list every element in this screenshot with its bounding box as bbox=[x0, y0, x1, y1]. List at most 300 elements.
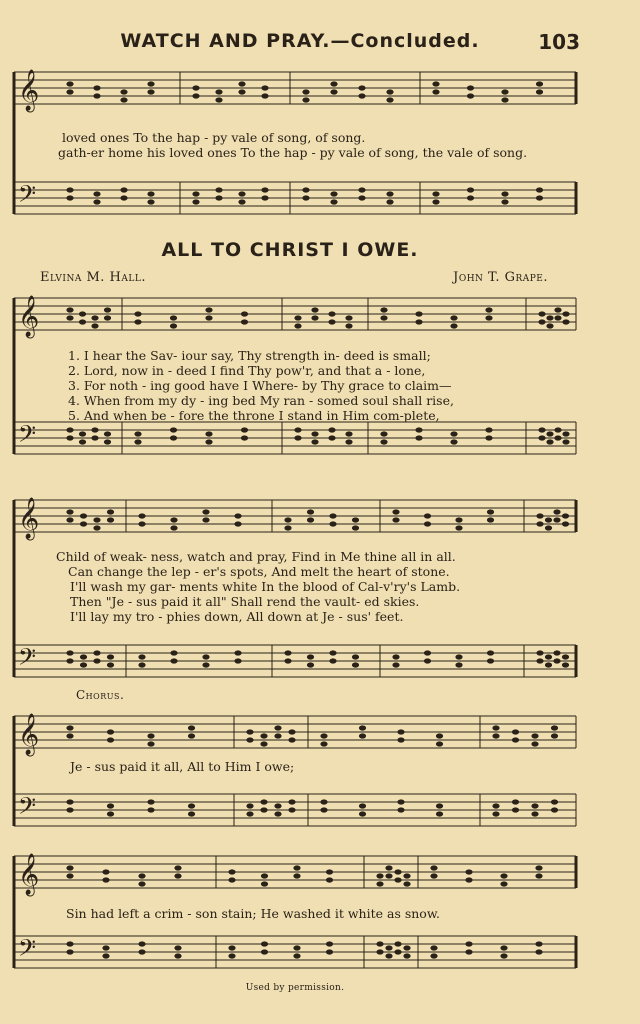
system-4-note bbox=[531, 811, 538, 816]
system-2-note bbox=[546, 315, 553, 320]
system-2-note bbox=[415, 319, 422, 324]
system-3-note bbox=[138, 654, 145, 659]
system-3-note bbox=[307, 517, 314, 522]
system-5-note bbox=[293, 953, 300, 958]
system-1-note bbox=[501, 199, 508, 204]
system-4-note bbox=[531, 741, 538, 746]
system-5-note bbox=[228, 953, 235, 958]
system-3-note bbox=[562, 654, 569, 659]
system-1-note bbox=[66, 195, 73, 200]
system-5-note bbox=[102, 945, 109, 950]
system-4-note bbox=[512, 737, 519, 742]
system-2-note bbox=[328, 311, 335, 316]
system-5-note bbox=[138, 941, 145, 946]
system-1-note bbox=[147, 199, 154, 204]
system-2-note bbox=[345, 439, 352, 444]
system-1-note bbox=[432, 89, 439, 94]
system-4-note bbox=[512, 807, 519, 812]
chorus-lyric-line-2: Sin had left a crim - son stain; He washed it white as snow. bbox=[66, 906, 441, 921]
system-1-note bbox=[501, 191, 508, 196]
system-4-note bbox=[107, 737, 114, 742]
system-5-note bbox=[293, 873, 300, 878]
system-1-note bbox=[536, 81, 543, 86]
system-2-note bbox=[538, 435, 545, 440]
system-5-note bbox=[138, 881, 145, 886]
system-4-note bbox=[397, 799, 404, 804]
system-3-note bbox=[536, 521, 543, 526]
system-5-bass-clef: 𝄢 bbox=[18, 934, 37, 967]
system-3-note bbox=[553, 509, 560, 514]
system-4-note bbox=[288, 807, 295, 812]
system-4-note bbox=[188, 725, 195, 730]
system-2-note bbox=[104, 307, 111, 312]
system-5-note bbox=[376, 941, 383, 946]
system-1-note bbox=[238, 89, 245, 94]
system-1-note bbox=[386, 97, 393, 102]
system-3-note bbox=[553, 517, 560, 522]
system-1-note bbox=[467, 93, 474, 98]
system-2-note bbox=[79, 319, 86, 324]
system-4-note bbox=[66, 733, 73, 738]
system-4-note bbox=[147, 741, 154, 746]
system-4-note bbox=[320, 799, 327, 804]
system-4-note bbox=[492, 803, 499, 808]
system-2-note bbox=[134, 439, 141, 444]
system-2-note bbox=[345, 431, 352, 436]
system-3-note bbox=[424, 521, 431, 526]
system-5-note bbox=[66, 949, 73, 954]
system-3-note bbox=[329, 658, 336, 663]
system-3-note bbox=[392, 662, 399, 667]
system-5-note bbox=[174, 865, 181, 870]
system-1-note bbox=[120, 187, 127, 192]
system-2-note bbox=[104, 315, 111, 320]
system-1-note bbox=[192, 191, 199, 196]
system-3-note bbox=[107, 654, 114, 659]
system-2-note bbox=[91, 323, 98, 328]
system-3-note bbox=[307, 509, 314, 514]
system-5-note bbox=[430, 945, 437, 950]
system-3-note bbox=[107, 662, 114, 667]
system-5-note bbox=[261, 949, 268, 954]
system-2-note bbox=[538, 319, 545, 324]
system-3-note bbox=[329, 513, 336, 518]
system-3-note bbox=[66, 658, 73, 663]
system-4-note bbox=[531, 803, 538, 808]
system-1-note bbox=[358, 195, 365, 200]
system-1-note bbox=[358, 85, 365, 90]
system-3-note bbox=[553, 650, 560, 655]
system-2-note bbox=[450, 439, 457, 444]
system-3-note bbox=[545, 525, 552, 530]
system-1-note bbox=[358, 93, 365, 98]
system-3-note bbox=[562, 662, 569, 667]
system-1-note bbox=[432, 199, 439, 204]
system-4-note bbox=[66, 807, 73, 812]
system-2-note bbox=[311, 431, 318, 436]
system-1-note bbox=[192, 93, 199, 98]
system-2-note bbox=[134, 431, 141, 436]
system-4-note bbox=[188, 733, 195, 738]
system-5-note bbox=[228, 945, 235, 950]
system-1-note bbox=[192, 85, 199, 90]
system-5-note bbox=[66, 941, 73, 946]
system-4-note bbox=[274, 733, 281, 738]
page-number: 103 bbox=[538, 30, 580, 54]
system-4-treble-clef: 𝄞 bbox=[18, 714, 40, 755]
system-2-note bbox=[66, 307, 73, 312]
system-4-note bbox=[397, 807, 404, 812]
system-2-note bbox=[205, 307, 212, 312]
system-1-note bbox=[215, 195, 222, 200]
system-2-note bbox=[554, 307, 561, 312]
system-4-note bbox=[359, 725, 366, 730]
system-1-note bbox=[66, 187, 73, 192]
system-2-note bbox=[241, 311, 248, 316]
system-5-note bbox=[500, 953, 507, 958]
footer-permission: Used by permission. bbox=[245, 983, 345, 993]
system-1-note bbox=[93, 93, 100, 98]
system-5-note bbox=[326, 869, 333, 874]
system-4-note bbox=[551, 799, 558, 804]
system-2-note bbox=[450, 315, 457, 320]
system-4-note bbox=[260, 807, 267, 812]
system-5-note bbox=[403, 881, 410, 886]
system-5-note bbox=[66, 865, 73, 870]
system-4-note bbox=[66, 799, 73, 804]
system-1-note bbox=[386, 199, 393, 204]
system-2-note bbox=[415, 311, 422, 316]
system-4-note bbox=[260, 799, 267, 804]
system-5-note bbox=[138, 949, 145, 954]
system-3-note bbox=[80, 513, 87, 518]
system-3-note bbox=[392, 509, 399, 514]
system-1-note bbox=[261, 85, 268, 90]
system-4-note bbox=[246, 811, 253, 816]
system-1-note bbox=[93, 85, 100, 90]
system-5-note bbox=[430, 953, 437, 958]
verse-5-line-1: 5. And when be - fore the throne I stand in Him com-plete, bbox=[68, 408, 440, 423]
system-5-note bbox=[535, 941, 542, 946]
system-4-note bbox=[359, 803, 366, 808]
system-5-note bbox=[394, 941, 401, 946]
system-3-note bbox=[536, 513, 543, 518]
system-3-note bbox=[545, 517, 552, 522]
system-2-note bbox=[311, 439, 318, 444]
system-4-note bbox=[147, 799, 154, 804]
system-1-note bbox=[330, 89, 337, 94]
system-3-note bbox=[487, 650, 494, 655]
system-1-note bbox=[147, 89, 154, 94]
system-2-note bbox=[294, 427, 301, 432]
system-3-note bbox=[138, 521, 145, 526]
system-2-note bbox=[311, 315, 318, 320]
system-3-note bbox=[202, 517, 209, 522]
system-2-note bbox=[380, 315, 387, 320]
system-4-note bbox=[260, 733, 267, 738]
system-1-note bbox=[467, 187, 474, 192]
system-5-note bbox=[66, 873, 73, 878]
music-credit: John T. Grape. bbox=[453, 270, 548, 285]
system-5-note bbox=[394, 869, 401, 874]
system-2-note bbox=[241, 427, 248, 432]
system-1-note bbox=[261, 195, 268, 200]
system-2-note bbox=[328, 319, 335, 324]
system-2-note bbox=[328, 427, 335, 432]
system-2-treble-clef: 𝄞 bbox=[18, 296, 40, 337]
system-5-note bbox=[465, 869, 472, 874]
system-3-note bbox=[93, 650, 100, 655]
system-4-note bbox=[274, 803, 281, 808]
system-5-note bbox=[261, 873, 268, 878]
system-5-note bbox=[500, 873, 507, 878]
system-3-note bbox=[234, 521, 241, 526]
system-5-note bbox=[385, 865, 392, 870]
system-4-note bbox=[288, 799, 295, 804]
system-3-note bbox=[307, 662, 314, 667]
system-2-note bbox=[546, 323, 553, 328]
system-2-bass-clef: 𝄢 bbox=[18, 420, 37, 453]
system-3-note bbox=[352, 654, 359, 659]
system-2-note bbox=[66, 427, 73, 432]
system-2-note bbox=[91, 315, 98, 320]
system-2-note bbox=[345, 323, 352, 328]
system-3-note bbox=[562, 513, 569, 518]
system-1-note bbox=[120, 97, 127, 102]
system-4-note bbox=[492, 725, 499, 730]
system-5-note bbox=[376, 873, 383, 878]
verse-2-line-1: 2. Lord, now in - deed I find Thy pow'r, and that a - lone, bbox=[68, 363, 426, 378]
system-1-note bbox=[147, 191, 154, 196]
system-3-note bbox=[202, 654, 209, 659]
system-3-note bbox=[424, 650, 431, 655]
system-1-note bbox=[501, 89, 508, 94]
system-1-note bbox=[147, 81, 154, 86]
system-3-note bbox=[138, 513, 145, 518]
system-1-note bbox=[238, 81, 245, 86]
system-4-note bbox=[260, 741, 267, 746]
system-2-note bbox=[562, 311, 569, 316]
system-1-note bbox=[120, 195, 127, 200]
system-3-note bbox=[138, 662, 145, 667]
system-4-note bbox=[436, 733, 443, 738]
system-2-note bbox=[450, 323, 457, 328]
system-3-note bbox=[284, 658, 291, 663]
system-5-note bbox=[535, 949, 542, 954]
system-3-note bbox=[329, 650, 336, 655]
system-1-note bbox=[302, 187, 309, 192]
system-1-note bbox=[215, 187, 222, 192]
system-5-note bbox=[174, 945, 181, 950]
system-2-note bbox=[294, 315, 301, 320]
system-4-note bbox=[188, 803, 195, 808]
system-2-note bbox=[134, 311, 141, 316]
system-2-note bbox=[170, 315, 177, 320]
system-1-note bbox=[536, 187, 543, 192]
system-5-note bbox=[535, 873, 542, 878]
system-5-note bbox=[465, 941, 472, 946]
system-2-note bbox=[104, 431, 111, 436]
system-4-note bbox=[147, 807, 154, 812]
system-3-note bbox=[202, 662, 209, 667]
system-5-note bbox=[174, 873, 181, 878]
system-3-note bbox=[352, 662, 359, 667]
system-2-note bbox=[79, 311, 86, 316]
system-3-note bbox=[66, 509, 73, 514]
system-2-note bbox=[485, 435, 492, 440]
system-2-note bbox=[538, 311, 545, 316]
system-2-note bbox=[485, 307, 492, 312]
system-3-note bbox=[202, 509, 209, 514]
system-2-note bbox=[205, 315, 212, 320]
chorus-label: Chorus. bbox=[76, 688, 125, 702]
system-4-note bbox=[512, 729, 519, 734]
system-1-note bbox=[330, 191, 337, 196]
system-5-note bbox=[385, 873, 392, 878]
system-4-note bbox=[551, 725, 558, 730]
system-1-note bbox=[93, 199, 100, 204]
system-3-note bbox=[455, 517, 462, 522]
system-4-note bbox=[107, 811, 114, 816]
system-4-note bbox=[492, 811, 499, 816]
system-3-note bbox=[93, 517, 100, 522]
system-3-note bbox=[352, 525, 359, 530]
system-2-note bbox=[562, 431, 569, 436]
system-3-note bbox=[170, 525, 177, 530]
system-3-note bbox=[234, 650, 241, 655]
system-1-note bbox=[66, 89, 73, 94]
system-3-note bbox=[80, 662, 87, 667]
system-2-note bbox=[205, 439, 212, 444]
system-5-note bbox=[394, 949, 401, 954]
system-5-note bbox=[261, 941, 268, 946]
system-1-note bbox=[501, 97, 508, 102]
system-5-note bbox=[174, 953, 181, 958]
system-3-note bbox=[329, 521, 336, 526]
system-3-note bbox=[562, 521, 569, 526]
system-2-note bbox=[380, 431, 387, 436]
system-1-note bbox=[66, 81, 73, 86]
system-3-note bbox=[545, 654, 552, 659]
system-2-note bbox=[104, 439, 111, 444]
chorus-lyric-line-1: Je - sus paid it all, All to Him I owe; bbox=[70, 759, 295, 774]
system-3-note bbox=[284, 525, 291, 530]
system-5-note bbox=[102, 953, 109, 958]
system-1-note bbox=[238, 191, 245, 196]
system-3-note bbox=[455, 525, 462, 530]
system-4-bass-clef: 𝄢 bbox=[18, 792, 37, 825]
system-3-note bbox=[536, 658, 543, 663]
system-2-note bbox=[380, 307, 387, 312]
system-3-note bbox=[307, 654, 314, 659]
system-4-note bbox=[551, 733, 558, 738]
system-2-note bbox=[294, 323, 301, 328]
system-4-note bbox=[107, 729, 114, 734]
system-3-note bbox=[424, 513, 431, 518]
system-5-note bbox=[465, 877, 472, 882]
system-5-note bbox=[293, 865, 300, 870]
system-1-note bbox=[330, 81, 337, 86]
system-3-note bbox=[536, 650, 543, 655]
system-3-note bbox=[107, 509, 114, 514]
system-4-note bbox=[320, 807, 327, 812]
verse-1-line-1: 1. I hear the Sav- iour say, Thy strength in- deed is small; bbox=[68, 348, 431, 363]
system-4-note bbox=[246, 803, 253, 808]
system-2-note bbox=[241, 435, 248, 440]
system-5-treble-clef: 𝄞 bbox=[18, 854, 40, 895]
system-2-note bbox=[450, 431, 457, 436]
system-2-note bbox=[415, 435, 422, 440]
system-3-note bbox=[80, 521, 87, 526]
system-4-note bbox=[436, 803, 443, 808]
system-1-note bbox=[432, 191, 439, 196]
system-5-note bbox=[376, 881, 383, 886]
system-3-note bbox=[553, 658, 560, 663]
system-2-note bbox=[79, 439, 86, 444]
top-lyric-line-1: loved ones To the hap - py vale of song, of song. bbox=[62, 130, 366, 145]
system-4-note bbox=[551, 807, 558, 812]
system-4-note bbox=[397, 737, 404, 742]
verse-1-line-2: Child of weak- ness, watch and pray, Find in Me thine all in all. bbox=[56, 549, 456, 564]
system-3-note bbox=[170, 658, 177, 663]
system-2-note bbox=[554, 315, 561, 320]
system-5-note bbox=[228, 877, 235, 882]
system-3-note bbox=[392, 517, 399, 522]
system-4-note bbox=[512, 799, 519, 804]
system-3-note bbox=[487, 509, 494, 514]
system-5-note bbox=[394, 877, 401, 882]
system-5-note bbox=[326, 949, 333, 954]
system-4-note bbox=[288, 729, 295, 734]
system-5-note bbox=[430, 865, 437, 870]
verse-2-line-2: Can change the lep - er's spots, And melt the heart of stone. bbox=[68, 564, 450, 579]
system-3-note bbox=[66, 650, 73, 655]
system-1-note bbox=[536, 195, 543, 200]
system-2-note bbox=[170, 435, 177, 440]
system-2-note bbox=[485, 427, 492, 432]
system-5-note bbox=[293, 945, 300, 950]
system-2-note bbox=[170, 427, 177, 432]
verse-3-line-1: 3. For noth - ing good have I Where- by Thy grace to claim— bbox=[68, 378, 452, 393]
system-1-note bbox=[215, 97, 222, 102]
system-4-note bbox=[492, 733, 499, 738]
system-3-note bbox=[93, 658, 100, 663]
system-1-note bbox=[386, 89, 393, 94]
system-2-note bbox=[546, 431, 553, 436]
system-5-note bbox=[403, 873, 410, 878]
system-4-note bbox=[274, 725, 281, 730]
system-3-note bbox=[424, 658, 431, 663]
system-1-treble-clef: 𝄞 bbox=[18, 70, 40, 111]
system-2-note bbox=[345, 315, 352, 320]
system-3-note bbox=[487, 658, 494, 663]
system-4-note bbox=[246, 737, 253, 742]
system-3-note bbox=[66, 517, 73, 522]
system-2-note bbox=[554, 435, 561, 440]
system-5-note bbox=[535, 865, 542, 870]
system-1-note bbox=[120, 89, 127, 94]
system-5-note bbox=[385, 953, 392, 958]
system-5-note bbox=[465, 949, 472, 954]
system-2-note bbox=[66, 435, 73, 440]
system-2-note bbox=[485, 315, 492, 320]
system-5-note bbox=[102, 869, 109, 874]
system-4-note bbox=[397, 729, 404, 734]
system-1-note bbox=[432, 81, 439, 86]
system-1-note bbox=[261, 187, 268, 192]
system-3-note bbox=[352, 517, 359, 522]
system-1-note bbox=[215, 89, 222, 94]
